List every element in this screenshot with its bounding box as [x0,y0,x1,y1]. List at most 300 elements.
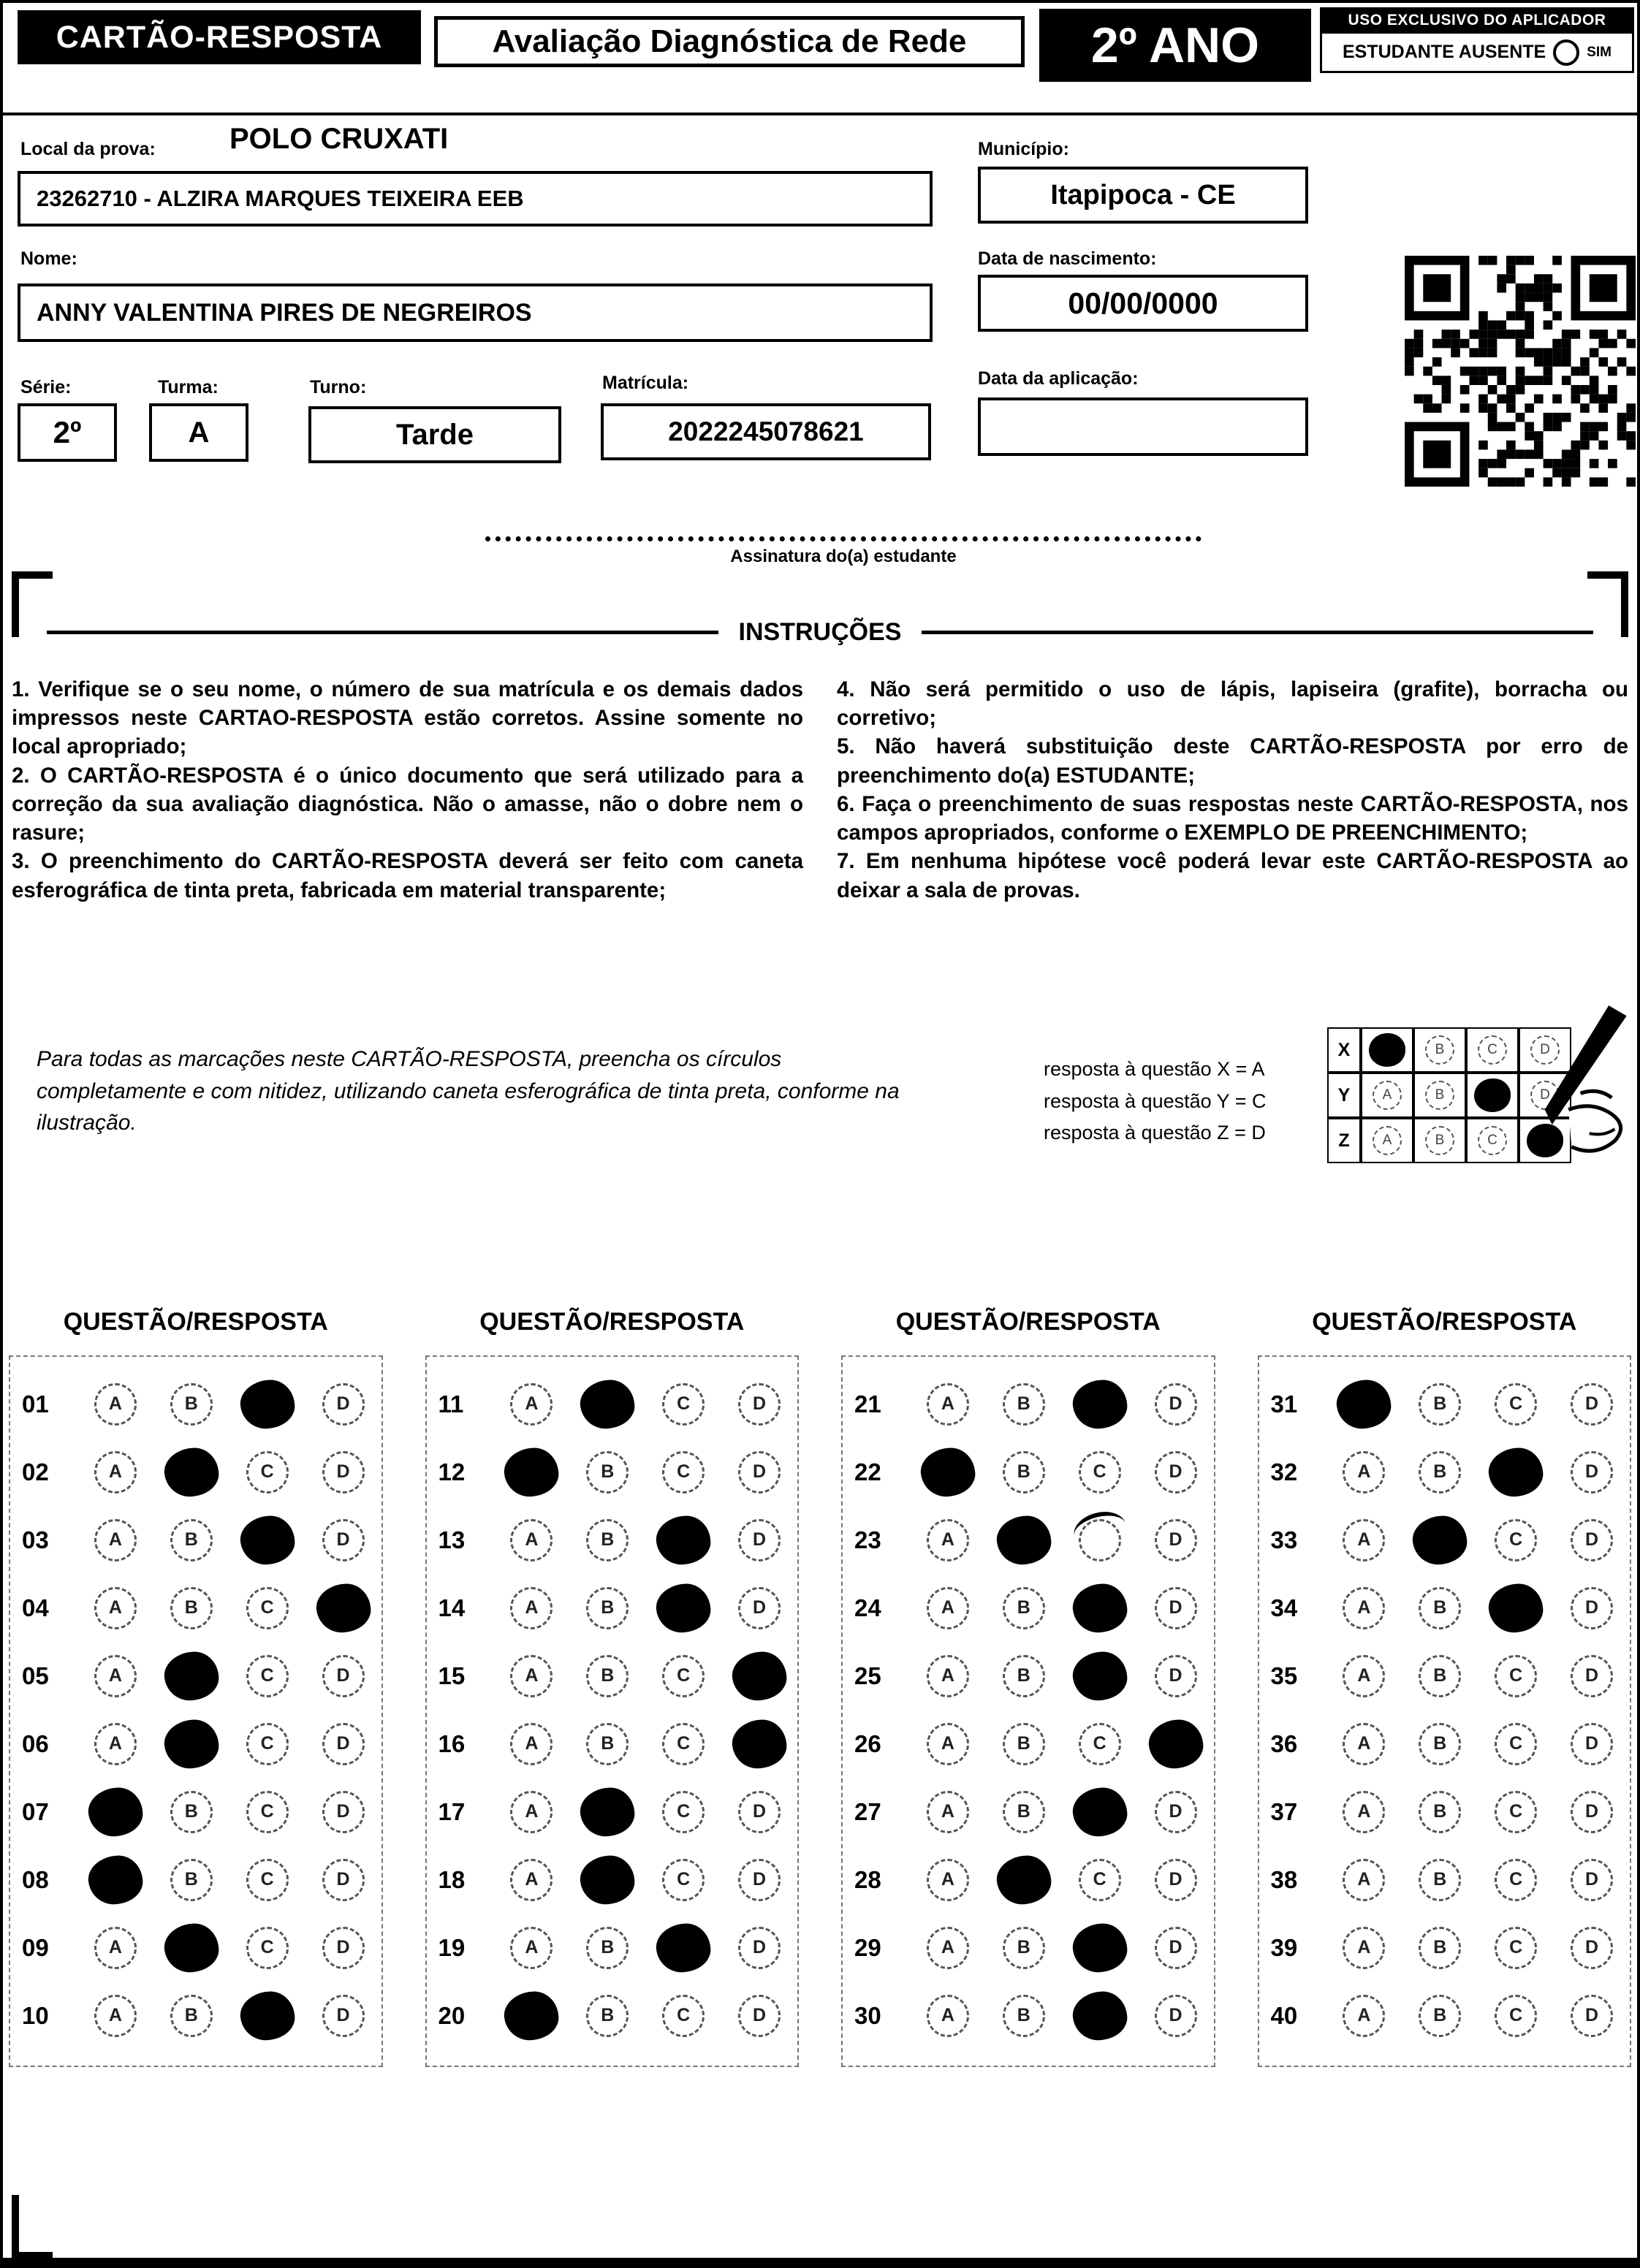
answer-bubble-a[interactable]: A [510,1927,553,1969]
answer-bubble-a[interactable]: A [1343,1791,1385,1833]
answer-bubble-b[interactable] [995,1513,1053,1567]
answer-bubble-d[interactable]: D [738,1791,781,1833]
answer-bubble-b[interactable] [162,1445,221,1499]
question-row [1259,1710,1630,1778]
answer-bubble-a[interactable]: A [510,1519,553,1561]
answer-bubble-d[interactable]: D [1571,1995,1613,2037]
bubble-cell [305,1655,381,1697]
answer-bubble-d[interactable]: D [738,1995,781,2037]
question-number: 26 [854,1729,881,1757]
answer-bubble-a[interactable]: A [1343,1859,1385,1901]
example-cell [1361,1073,1413,1118]
answer-bubble-b[interactable]: B [1419,1927,1461,1969]
bubble-cell [1326,1380,1402,1428]
question-number: 19 [438,1933,466,1961]
example-row-label: Z [1327,1118,1361,1163]
answer-bubble-d[interactable]: D [322,1451,365,1493]
bubble-cell [986,1723,1062,1765]
answer-bubble-d[interactable]: D [322,1859,365,1901]
bubble-cell [986,1655,1062,1697]
bubble-cell [1402,1859,1478,1901]
answer-bubble-c[interactable]: C [246,1859,289,1901]
answer-bubble-b[interactable] [162,1649,221,1702]
question-number: 10 [22,2001,49,2029]
answer-bubble-a[interactable] [86,1785,145,1838]
question-row [427,1438,798,1506]
example-bubble-a: A [1373,1081,1402,1110]
answer-bubble-d[interactable]: D [738,1383,781,1426]
answer-bubble-d[interactable]: D [1571,1791,1613,1833]
bubble-cell [569,1380,645,1428]
bubble-cell [1478,1383,1554,1426]
bubble-cell [645,1584,721,1632]
answer-bubble-b[interactable]: B [1003,1723,1045,1765]
answer-bubble-c[interactable]: C [1495,1519,1537,1561]
bubble-cell [1138,1995,1214,2037]
answer-bubble-c[interactable]: C [246,1451,289,1493]
answer-bubble-c[interactable]: C [662,1451,705,1493]
answer-bubble-d[interactable]: D [1571,1723,1613,1765]
answer-bubble-b[interactable] [162,1921,221,1974]
answer-bubble-d[interactable]: D [1155,1791,1197,1833]
answer-bubble-b[interactable]: B [1419,1995,1461,2037]
bubble-cell [569,1451,645,1493]
question-row [427,1370,798,1438]
bubble-cell [986,1587,1062,1629]
answer-bubble-d[interactable]: D [1155,1859,1197,1901]
answer-block-title: QUESTÃO/RESPOSTA [63,1308,328,1336]
bubble-cell [1402,1791,1478,1833]
answer-bubble-c[interactable] [1070,1785,1128,1838]
answer-bubble-b[interactable]: B [586,1519,629,1561]
answer-bubble-c[interactable]: C [246,1927,289,1969]
answer-block [841,1308,1215,2067]
answer-block-title: QUESTÃO/RESPOSTA [895,1308,1161,1336]
answer-bubble-a[interactable]: A [927,1519,969,1561]
answer-bubble-a[interactable]: A [1343,1995,1385,2037]
bubble-cell [153,1859,229,1901]
applicator-box [1320,7,1634,73]
answer-bubble-b[interactable]: B [170,1587,213,1629]
bubble-cell [1554,1723,1630,1765]
example-cell [1361,1118,1413,1163]
answer-bubble-b[interactable] [995,1853,1053,1906]
answer-bubble-c[interactable]: C [1495,1383,1537,1426]
answer-bubble-a[interactable]: A [927,1859,969,1901]
bubble-cell [1554,1995,1630,2037]
answer-bubble-c[interactable]: C [1495,1995,1537,2037]
answer-bubble-b[interactable]: B [1003,1451,1045,1493]
answer-bubble-c[interactable] [654,1921,713,1974]
answer-bubble-d[interactable]: D [738,1927,781,1969]
answer-bubble-c[interactable]: C [662,1995,705,2037]
question-row [427,1982,798,2050]
question-number: 15 [438,1662,466,1689]
answer-bubble-c[interactable]: C [662,1383,705,1426]
answer-bubble-c[interactable] [1487,1445,1545,1499]
question-number: 40 [1270,2001,1298,2029]
bubble-cell [645,1451,721,1493]
answer-bubble-b[interactable] [578,1377,637,1431]
answer-bubble-d[interactable]: D [1571,1927,1613,1969]
answer-bubble-c[interactable] [654,1513,713,1567]
matricula-field: 2022245078621 [601,403,931,460]
answer-bubble-d[interactable]: D [1155,1655,1197,1697]
answer-bubble-a[interactable] [502,1445,561,1499]
answer-bubble-d[interactable]: D [1571,1587,1613,1629]
bubble-cell [645,1516,721,1564]
answer-bubble-a[interactable]: A [94,1723,137,1765]
answer-bubble-d[interactable]: D [738,1519,781,1561]
bubble-cell [1402,1516,1478,1564]
answer-bubble-d[interactable]: D [738,1451,781,1493]
bubble-cell [229,1927,305,1969]
answer-bubble-d[interactable]: D [322,1383,365,1426]
bubble-cell [1062,1451,1138,1493]
bubble-cell [910,1383,986,1426]
answer-bubble-d[interactable] [314,1581,372,1635]
turno-label: Turno: [310,377,367,397]
bubble-cell [986,1995,1062,2037]
instructions-header [3,618,1637,647]
answer-bubble-b[interactable]: B [586,1723,629,1765]
bubble-cell [229,1380,305,1428]
bubble-cell [1326,1519,1402,1561]
answer-bubble-d[interactable]: D [1571,1451,1613,1493]
bubble-cell [77,1788,153,1836]
answer-bubble-c[interactable]: C [1495,1927,1537,1969]
answer-bubble-d[interactable]: D [738,1859,781,1901]
example-bubble-b: B [1425,1081,1454,1110]
instructions-rule-right [922,631,1593,634]
answer-bubble-b[interactable] [1411,1513,1469,1567]
answer-bubble-d[interactable]: D [1155,1995,1197,2037]
answer-bubble-c[interactable]: C [1079,1723,1121,1765]
answer-bubble-b[interactable]: B [1003,1383,1045,1426]
answer-bubble-c[interactable]: C [246,1723,289,1765]
grade-badge: 2º ANO [1039,9,1311,82]
answer-bubble-a[interactable]: A [927,1791,969,1833]
answer-bubble-b[interactable]: B [170,1791,213,1833]
answer-bubble-d[interactable]: D [1155,1383,1197,1426]
question-row [1259,1438,1630,1506]
answer-bubble-a[interactable]: A [510,1655,553,1697]
answer-bubble-c[interactable] [1079,1519,1121,1561]
question-row [427,1778,798,1846]
question-number: 27 [854,1797,881,1825]
instructions-rule-left [47,631,718,634]
bubble-cell [229,1992,305,2040]
bubble-cell [494,1791,570,1833]
instruction-item: 5. Não haverá substituição deste CARTÃO-RESPOSTA por erro de preenchimento do(a) ESTUDANTE; [837,734,1628,788]
answer-bubble-d[interactable]: D [1571,1383,1613,1426]
bubble-cell [721,1995,797,2037]
answer-bubble-d[interactable] [730,1649,789,1702]
legend-line: resposta à questão Y = C [1044,1089,1267,1112]
instruction-item: 7. Em nenhuma hipótese você poderá levar este CARTÃO-RESPOSTA ao deixar a sala de provas. [837,849,1628,902]
question-row [843,1914,1214,1982]
nome-field: ANNY VALENTINA PIRES DE NEGREIROS [18,284,933,342]
answer-bubble-b[interactable]: B [1419,1791,1461,1833]
question-number: 07 [22,1797,49,1825]
answer-bubble-d[interactable]: D [1571,1655,1613,1697]
bubble-cell [721,1451,797,1493]
answer-bubble-d[interactable] [1146,1717,1204,1770]
answer-bubble-a[interactable] [1335,1377,1393,1431]
absent-checkbox[interactable] [1553,39,1579,66]
question-row [843,1642,1214,1710]
bubble-cell [569,1519,645,1561]
bubble-cell [645,1791,721,1833]
answer-bubble-a[interactable]: A [1343,1519,1385,1561]
answer-bubble-c[interactable] [1487,1581,1545,1635]
bubble-cell [77,1655,153,1697]
answer-bubble-d[interactable]: D [1155,1519,1197,1561]
answer-bubble-b[interactable] [578,1853,637,1906]
answer-bubble-b[interactable]: B [586,1451,629,1493]
example-bubble-d: D [1530,1035,1560,1065]
answer-bubble-c[interactable]: C [662,1859,705,1901]
answer-bubble-d[interactable]: D [322,1655,365,1697]
answer-bubble-d[interactable]: D [322,1791,365,1833]
answer-bubble-c[interactable] [238,1513,296,1567]
answer-bubble-a[interactable]: A [94,1927,137,1969]
qr-code [1405,256,1636,487]
answer-bubble-a[interactable] [502,1989,561,2042]
question-row [843,1506,1214,1574]
answer-bubble-c[interactable] [1070,1921,1128,1974]
bubble-cell [153,1791,229,1833]
answer-bubble-b[interactable]: B [170,1859,213,1901]
answer-bubble-a[interactable]: A [1343,1587,1385,1629]
answer-bubble-c[interactable] [654,1581,713,1635]
bubble-cell [1478,1995,1554,2037]
answer-bubble-a[interactable]: A [94,1519,137,1561]
bubble-cell [77,1519,153,1561]
answer-bubble-b[interactable]: B [170,1519,213,1561]
answer-bubble-b[interactable]: B [1003,1995,1045,2037]
absent-option-label: SIM [1587,44,1612,60]
bubble-cell [910,1587,986,1629]
answer-bubble-b[interactable] [578,1785,637,1838]
answer-bubble-b[interactable]: B [1003,1655,1045,1697]
example-bubble-a: A [1373,1126,1402,1155]
answer-bubble-c[interactable]: C [1495,1655,1537,1697]
answer-bubble-a[interactable]: A [927,1383,969,1426]
bubble-cell [569,1856,645,1904]
bubble-cell [1326,1791,1402,1833]
bubble-cell [1326,1995,1402,2037]
answer-grid [9,1355,383,2067]
bubble-cell [1402,1587,1478,1629]
answer-bubble-a[interactable]: A [94,1587,137,1629]
answer-bubble-c[interactable]: C [662,1723,705,1765]
bubble-cell [1062,1992,1138,2040]
answer-bubble-b[interactable]: B [1419,1383,1461,1426]
bubble-cell [305,1995,381,2037]
example-cell [1413,1027,1466,1073]
answer-bubble-c[interactable]: C [662,1655,705,1697]
answer-bubble-b[interactable]: B [1003,1927,1045,1969]
bubble-cell [645,1924,721,1972]
answer-bubble-c[interactable]: C [1495,1859,1537,1901]
answer-bubble-d[interactable] [730,1717,789,1770]
bubble-cell [1478,1859,1554,1901]
bubble-cell [77,1451,153,1493]
answer-bubble-c[interactable]: C [1079,1451,1121,1493]
answer-bubble-a[interactable]: A [1343,1655,1385,1697]
bubble-cell [1402,1995,1478,2037]
answer-bubble-a[interactable]: A [927,1995,969,2037]
bubble-cell [569,1995,645,2037]
question-row [1259,1982,1630,2050]
question-row [10,1438,381,1506]
bubble-cell [1138,1655,1214,1697]
answer-bubble-a[interactable]: A [927,1927,969,1969]
bubble-cell [1138,1720,1214,1768]
answer-bubble-b[interactable]: B [586,1655,629,1697]
answer-bubble-a[interactable]: A [510,1791,553,1833]
answer-bubble-c[interactable]: C [1495,1791,1537,1833]
bubble-cell [1402,1927,1478,1969]
answer-bubble-a[interactable]: A [927,1723,969,1765]
answer-bubble-b[interactable]: B [1419,1859,1461,1901]
question-row [427,1710,798,1778]
answer-bubble-b[interactable]: B [170,1995,213,2037]
absent-label: ESTUDANTE AUSENTE [1342,42,1546,62]
question-row [843,1370,1214,1438]
nascimento-field: 00/00/0000 [978,275,1308,332]
answer-bubble-a[interactable]: A [1343,1927,1385,1969]
answer-bubble-b[interactable]: B [1419,1655,1461,1697]
answer-bubble-a[interactable]: A [510,1859,553,1901]
signature-line[interactable] [485,536,1201,541]
answer-bubble-d[interactable]: D [1571,1519,1613,1561]
bubble-cell [721,1519,797,1561]
bubble-cell [721,1383,797,1426]
question-row [1259,1914,1630,1982]
bubble-cell [1062,1924,1138,1972]
answer-bubble-a[interactable]: A [927,1587,969,1629]
question-number: 17 [438,1797,466,1825]
bubble-cell [1554,1451,1630,1493]
answer-bubble-a[interactable]: A [94,1995,137,2037]
answer-bubble-b[interactable] [162,1717,221,1770]
aplicacao-field[interactable] [978,397,1308,456]
answer-bubble-b[interactable]: B [1003,1791,1045,1833]
bubble-cell [1478,1519,1554,1561]
answer-bubble-c[interactable] [1070,1649,1128,1702]
answer-bubble-b[interactable]: B [586,1587,629,1629]
bubble-cell [910,1927,986,1969]
answer-bubble-d[interactable]: D [1155,1927,1197,1969]
answer-bubble-c[interactable]: C [662,1791,705,1833]
answer-bubble-c[interactable]: C [1079,1859,1121,1901]
answer-bubble-a[interactable]: A [1343,1723,1385,1765]
answer-bubble-c[interactable] [1070,1989,1128,2042]
answer-bubble-d[interactable]: D [1155,1587,1197,1629]
question-row [1259,1506,1630,1574]
bubble-cell [77,1995,153,2037]
bubble-cell [645,1383,721,1426]
answer-bubble-a[interactable]: A [94,1383,137,1426]
bubble-cell [1554,1383,1630,1426]
bubble-cell [305,1584,381,1632]
answer-bubble-d[interactable]: D [322,1723,365,1765]
bubble-cell [1478,1584,1554,1632]
question-number: 04 [22,1594,49,1621]
bubble-cell [153,1383,229,1426]
answer-bubble-c[interactable] [1070,1377,1128,1431]
bubble-cell [1062,1519,1138,1561]
answer-bubble-c[interactable]: C [246,1587,289,1629]
answer-bubble-a[interactable]: A [1343,1451,1385,1493]
answer-bubble-a[interactable]: A [510,1587,553,1629]
bubble-cell [153,1995,229,2037]
answer-bubble-a[interactable] [919,1445,977,1499]
answer-bubble-d[interactable]: D [1571,1859,1613,1901]
answer-bubble-a[interactable]: A [510,1383,553,1426]
answer-bubble-b[interactable]: B [170,1383,213,1426]
question-number: 31 [1270,1390,1298,1418]
question-number: 23 [854,1526,881,1553]
answer-bubble-a[interactable]: A [510,1723,553,1765]
answer-bubble-a[interactable]: A [94,1451,137,1493]
bubble-cell [1138,1859,1214,1901]
answer-bubble-b[interactable]: B [1419,1723,1461,1765]
serie-field: 2º [18,403,117,462]
answer-bubble-d[interactable]: D [738,1587,781,1629]
answer-bubble-c[interactable]: C [1495,1723,1537,1765]
question-row [10,1370,381,1438]
question-row [1259,1846,1630,1914]
answer-bubble-d[interactable]: D [1155,1451,1197,1493]
hand-pen-illustration [1478,1000,1640,1163]
bubble-cell [986,1451,1062,1493]
bubble-cell [569,1927,645,1969]
answer-bubble-b[interactable]: B [586,1995,629,2037]
bubble-cell [1326,1655,1402,1697]
answer-bubble-d[interactable]: D [322,1995,365,2037]
answer-bubble-c[interactable] [238,1989,296,2042]
answer-bubble-b[interactable]: B [1419,1587,1461,1629]
answer-bubble-d[interactable]: D [322,1927,365,1969]
turma-label: Turma: [158,377,219,397]
answer-bubble-c[interactable] [1070,1581,1128,1635]
answer-bubble-c[interactable]: C [246,1655,289,1697]
question-row [427,1914,798,1982]
bubble-cell [645,1655,721,1697]
bubble-cell [494,1723,570,1765]
bubble-cell [1478,1723,1554,1765]
answer-bubble-a[interactable] [86,1853,145,1906]
bubble-cell [1478,1655,1554,1697]
answer-bubble-b[interactable]: B [586,1927,629,1969]
answer-bubble-c[interactable]: C [246,1791,289,1833]
answer-bubble-b[interactable]: B [1419,1451,1461,1493]
bubble-cell [645,1723,721,1765]
question-number: 05 [22,1662,49,1689]
bubble-cell [153,1587,229,1629]
answer-bubble-a[interactable]: A [927,1655,969,1697]
instructions-left [12,675,803,905]
answer-bubble-b[interactable]: B [1003,1587,1045,1629]
answer-bubble-a[interactable]: A [94,1655,137,1697]
bubble-cell [910,1519,986,1561]
question-row [427,1642,798,1710]
answer-bubble-c[interactable] [238,1377,296,1431]
answer-bubble-d[interactable]: D [322,1519,365,1561]
